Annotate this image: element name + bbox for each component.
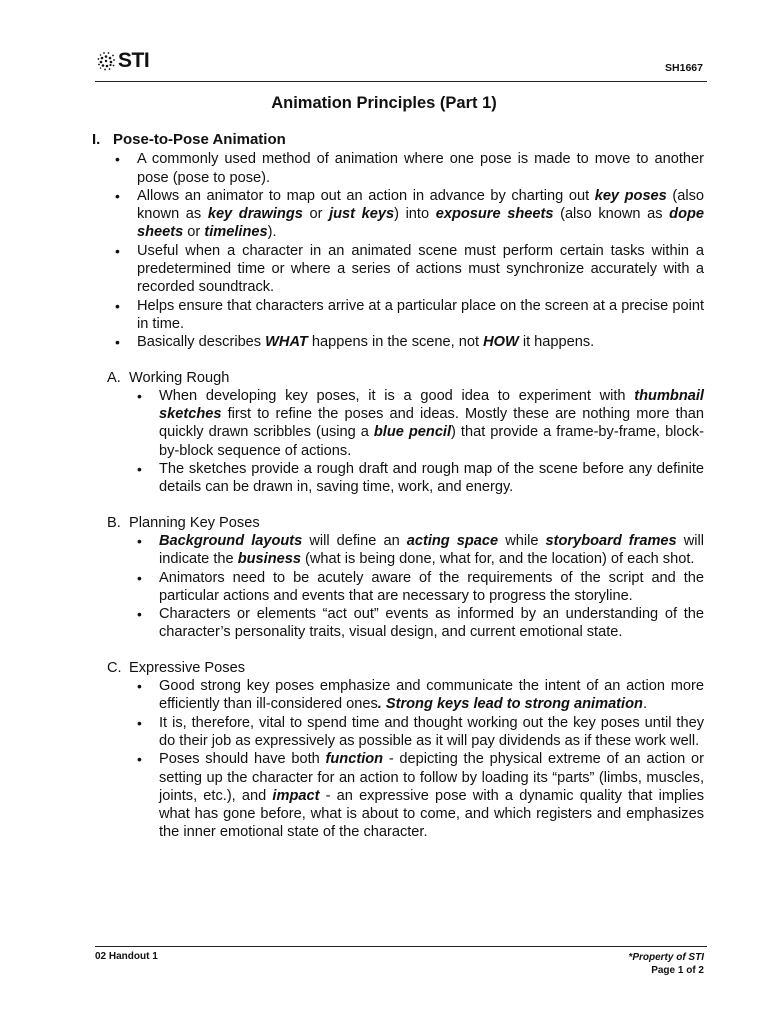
list-item: [159, 605, 704, 642]
logo-text: STI: [118, 49, 150, 72]
text-run: (also known as: [553, 206, 670, 223]
text-run: ) into: [394, 206, 436, 223]
text-run: - depicting the physical extreme of an action or setting up the character for an action to follow by loading its “parts” (limbs, muscles, joints, etc.), and: [159, 751, 704, 804]
list-item: [137, 150, 704, 187]
emphasized-term: function: [325, 751, 384, 768]
emphasized-term: timelines: [204, 224, 268, 241]
sti-logo: [95, 50, 149, 72]
text-run: or: [302, 206, 330, 223]
text-run: will indicate the: [159, 532, 704, 568]
text-run: Allows an animator to map out an action in advance by charting out: [137, 187, 595, 204]
list-item: [159, 569, 704, 606]
subsection-title: Working Rough: [129, 369, 230, 386]
list-item: [159, 714, 704, 751]
text-run: will define an: [302, 532, 407, 549]
emphasized-term: blue pencil: [373, 424, 452, 441]
subsection-title: Planning Key Poses: [129, 514, 260, 531]
handout-label: 02 Handout 1: [95, 951, 158, 962]
emphasized-term: just keys: [329, 206, 395, 223]
text-run: (what is being done, what for, and the location) of each shot.: [300, 551, 695, 568]
text-run: happens in the scene, not: [307, 334, 484, 351]
text-run: it happens.: [518, 334, 595, 351]
text-run: ) that provide a frame-by-frame, block-by-block sequence of actions.: [159, 424, 704, 459]
emphasized-term: business: [237, 551, 301, 568]
text-run: It is, therefore, vital to spend time and thought working out the key poses until they do their job as expressively as possible as it will pay dividends as if these work well.: [159, 714, 704, 749]
emphasized-term: dope sheets: [137, 206, 705, 241]
list-item: [137, 333, 704, 351]
text-run: - an expressive pose with a dynamic quality that implies what has gone before, what is about to come, and which registers and emphasizes the inner emotional state of the character.: [159, 787, 705, 841]
subsection-letter: B.: [107, 514, 121, 531]
emphasized-term: HOW: [483, 334, 519, 351]
emphasized-term: exposure sheets: [435, 206, 554, 223]
list-item: [159, 460, 704, 497]
subsection-heading: [107, 514, 704, 532]
subsection-bullet-list: [159, 532, 704, 642]
subsections: [92, 369, 704, 842]
page-title: Animation Principles (Part 1): [271, 94, 497, 112]
text-run: The sketches provide a rough draft and rough map of the scene before any definite details can be drawn in, saving time, work, and energy.: [159, 461, 704, 496]
emphasized-term: thumbnail sketches: [159, 387, 704, 423]
subsection-bullet-list: [159, 677, 704, 842]
emphasized-term: WHAT: [265, 334, 308, 351]
text-run: while: [498, 532, 546, 549]
list-item: [159, 532, 704, 569]
section-title: Pose-to-Pose Animation: [113, 131, 286, 148]
text-run: .: [642, 696, 647, 713]
header-divider: [95, 81, 707, 82]
text-run: Good strong key poses emphasize and communicate the intent of an action more efficiently than ill-considered ones: [159, 678, 704, 713]
globe-icon: [95, 50, 117, 72]
list-item: [137, 297, 704, 334]
text-run: Useful when a character in an animated scene must perform certain tasks within a predetermined time or where a series of actions must synchronize accurately with a recorded soundtrack.: [137, 242, 704, 296]
text-run: (also known as: [137, 187, 704, 223]
text-run: Helps ensure that characters arrive at a particular place on the screen at a precise point in time.: [137, 297, 704, 332]
property-notice: *Property of STI: [628, 952, 704, 963]
emphasized-term: Background layouts: [159, 532, 303, 549]
subsection-title: Expressive Poses: [129, 659, 245, 676]
text-run: Poses should have both: [159, 751, 326, 768]
text-run: Animators need to be acutely aware of the requirements of the script and the particular actions and events that are necessary to progress the storyline.: [159, 569, 704, 604]
text-run: first to refine the poses and ideas. Mostly these are nothing more than quickly drawn scribbles (using a: [159, 406, 704, 441]
emphasized-term: . Strong keys lead to strong animation: [377, 696, 643, 713]
section-heading: [92, 131, 704, 149]
list-item: [159, 387, 704, 460]
emphasized-term: acting space: [406, 532, 499, 549]
text-run: ).: [267, 224, 277, 241]
text-run: When developing key poses, it is a good idea to experiment with: [159, 387, 635, 404]
subsection-letter: A.: [107, 369, 121, 386]
emphasized-term: storyboard frames: [545, 532, 677, 549]
footer-divider: [95, 946, 707, 947]
document-code: SH1667: [665, 62, 703, 74]
page-header: [95, 50, 705, 80]
text-run: Characters or elements “act out” events as informed by an understanding of the character’s personality traits, visual design, and current emotional state.: [159, 606, 704, 641]
subsection-heading: [107, 369, 704, 387]
document-body: [92, 131, 704, 842]
subsection-bullet-list: [159, 387, 704, 497]
page-number: Page 1 of 2: [651, 965, 704, 976]
emphasized-term: impact: [272, 787, 320, 804]
section-bullet-list: [137, 150, 704, 351]
list-item: [159, 677, 704, 714]
emphasized-term: key drawings: [207, 206, 303, 223]
footer-right: [628, 951, 704, 977]
text-run: A commonly used method of animation where one pose is made to move to another pose (pose to pose).: [137, 151, 704, 186]
text-run: or: [183, 224, 205, 241]
section-number: I.: [92, 131, 101, 148]
text-run: Basically describes: [137, 334, 266, 351]
subsection-letter: C.: [107, 659, 122, 676]
list-item: [137, 242, 704, 297]
list-item: [137, 187, 704, 242]
list-item: [159, 750, 704, 841]
emphasized-term: key poses: [594, 187, 667, 204]
subsection-heading: [107, 659, 704, 677]
